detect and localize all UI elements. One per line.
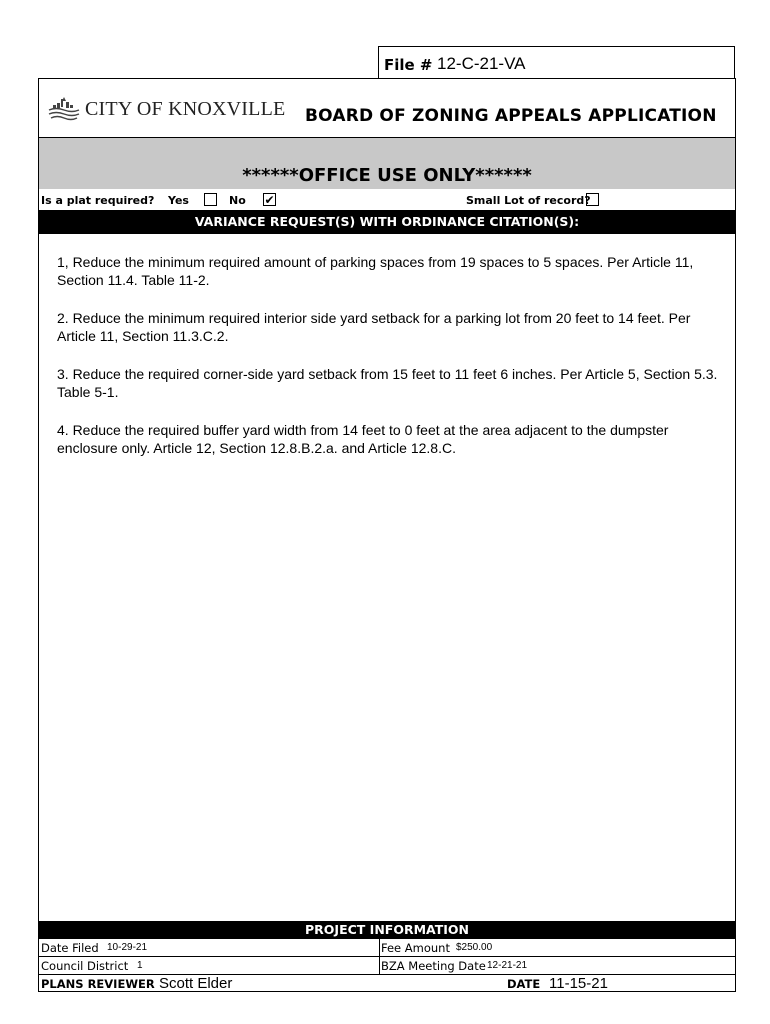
file-number-label: File # <box>384 56 433 74</box>
plat-yes-checkbox[interactable] <box>204 193 217 206</box>
application-form <box>38 78 736 992</box>
review-date-label: DATE <box>507 977 541 991</box>
application-title: BOARD OF ZONING APPEALS APPLICATION <box>305 106 717 126</box>
file-number-value: 12-C-21-VA <box>437 54 526 73</box>
fee-amount-value: $250.00 <box>456 942 493 953</box>
city-logo <box>47 97 285 121</box>
plat-yes-label: Yes <box>168 194 189 207</box>
city-logo-text: CITY OF KNOXVILLE <box>85 97 286 120</box>
fee-amount-label: Fee Amount <box>381 941 450 955</box>
date-filed-label: Date Filed <box>41 941 99 955</box>
bza-meeting-date-value: 12-21-21 <box>487 960 528 971</box>
plans-reviewer-value: Scott Elder <box>159 975 233 992</box>
project-row-date-fee <box>39 938 735 956</box>
city-skyline-icon <box>47 97 81 121</box>
variance-item: 4. Reduce the required buffer yard width from 14 feet to 0 feet at the area adjacent to the dumpster enclosure only. Article 12, Section 12.8.B.2.a. and Article 12.8.C. <box>57 422 669 456</box>
variance-item: 2. Reduce the minimum required interior side yard setback for a parking lot from 20 feet to 14 feet. Per Article 11, Section 11.3.C.2. <box>57 310 691 344</box>
bza-meeting-date-label: BZA Meeting Date <box>381 959 486 973</box>
office-use-section <box>39 137 735 189</box>
review-date-value: 11-15-21 <box>549 975 608 992</box>
office-use-title: ******OFFICE USE ONLY****** <box>242 165 532 186</box>
row-divider <box>379 939 380 956</box>
small-lot-label: Small Lot of record? <box>466 194 591 207</box>
small-lot-checkbox[interactable] <box>586 193 599 206</box>
date-filed-value: 10-29-21 <box>107 942 148 953</box>
variance-heading: VARIANCE REQUEST(S) WITH ORDINANCE CITATION(S): <box>39 210 735 234</box>
project-row-district-bza <box>39 956 735 974</box>
plans-reviewer-label: PLANS REVIEWER <box>41 977 155 991</box>
variance-requests <box>57 253 722 477</box>
variance-item: 3. Reduce the required corner-side yard setback from 15 feet to 11 feet 6 inches. Per Article 5, Section 5.3. Table 5-1. <box>57 366 718 400</box>
form-header <box>39 79 735 137</box>
plat-no-checkbox[interactable]: ✔ <box>264 193 275 207</box>
row-divider <box>379 957 380 974</box>
variance-item: 1, Reduce the minimum required amount of parking spaces from 19 spaces to 5 spaces. Per Article 11, Section 11.4. Table 11-2. <box>57 254 694 288</box>
council-district-value: 1 <box>137 960 143 971</box>
project-information-heading: PROJECT INFORMATION <box>39 921 735 938</box>
project-row-reviewer <box>39 974 735 992</box>
plat-no-label: No <box>229 194 246 207</box>
plat-question-label: Is a plat required? <box>41 194 155 207</box>
council-district-label: Council District <box>41 959 129 973</box>
file-number-box <box>378 46 735 78</box>
plat-question-row <box>39 193 735 209</box>
